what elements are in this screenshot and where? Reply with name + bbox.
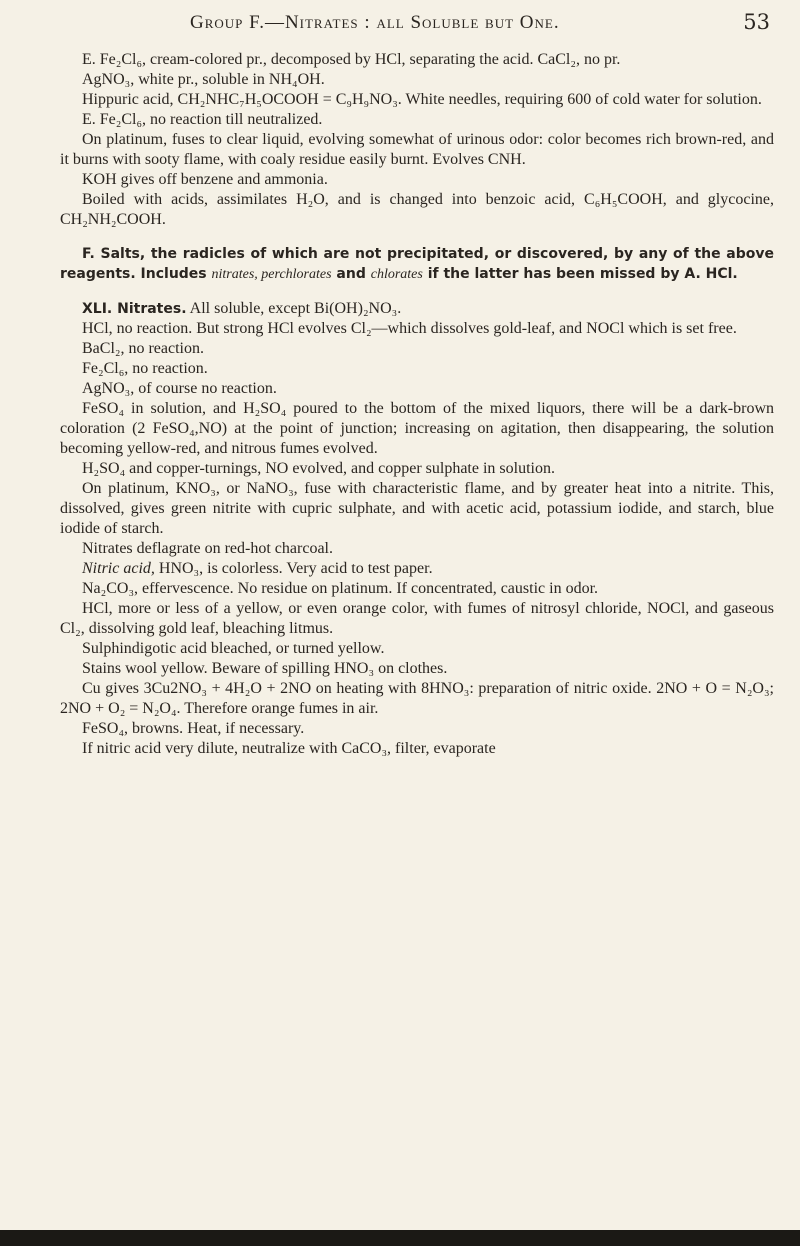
nitric-acid-label: Nitric acid, — [82, 560, 155, 577]
group-f-and: and — [336, 266, 366, 282]
header-title: Group F.—Nitrates : all Soluble but One. — [190, 12, 560, 33]
group-f-label: F. — [82, 246, 95, 262]
text-line: E. Fe₂Cl₆, no reaction till neutralized. — [82, 111, 323, 128]
section-xli-intro: All soluble, except Bi(OH)₂NO₃. — [189, 300, 402, 317]
group-f-italic-1: nitrates, perchlorates — [211, 267, 332, 282]
group-f-tail: if the latter has been missed by A. HCl. — [427, 266, 738, 282]
section-xli-label: XLI. Nitrates. — [82, 301, 187, 317]
text-line: H₂SO₄ and copper-turnings, NO evolved, and copper sulphate in solution. — [82, 460, 555, 477]
section-xli-heading — [60, 299, 774, 319]
text-line: Hippuric acid, CH₂NHC₇H₅OCOOH = C₉H₉NO₃. White needles, requiring 600 of cold water for solution. — [82, 91, 762, 108]
text-line: E. Fe₂Cl₆, cream-colored pr., decomposed by HCl, separating the acid. CaCl₂, no pr. — [82, 51, 621, 68]
nitric-acid-text: HNO₃, is colorless. Very acid to test paper. — [158, 560, 433, 577]
running-header — [60, 10, 770, 40]
text-line: Boiled with acids, assimilates H₂O, and is changed into benzoic acid, C₆H₅COOH, and glycocine, CH₂NH₂COOH. — [60, 191, 774, 228]
nitric-acid-line — [60, 559, 774, 579]
text-line: On platinum, KNO₃, or NaNO₃, fuse with characteristic flame, and by greater heat into a nitrite. This, dissolved, gives green nitrite with cupric sulphate, and with acetic acid, potassium iodide, and starch, blue iodide of starch. — [60, 480, 774, 537]
text-line: Stains wool yellow. Beware of spilling HNO₃ on clothes. — [82, 660, 448, 677]
text-line: Sulphindigotic acid bleached, or turned yellow. — [82, 640, 385, 657]
text-line: Nitrates deflagrate on red-hot charcoal. — [82, 540, 333, 557]
text-line: On platinum, fuses to clear liquid, evolving somewhat of urinous odor: color becomes rich brown-red, and it burns with sooty flame, with coaly residue easily burnt. Evolves CNH. — [60, 131, 774, 168]
text-line: AgNO₃, of course no reaction. — [82, 380, 277, 397]
text-line: If nitric acid very dilute, neutralize with CaCO₃, filter, evaporate — [82, 740, 496, 757]
group-f-text: Salts, the radicles of which are not precipitated, or discovered, by any of the above reagents. Includes — [60, 246, 774, 282]
text-line: KOH gives off benzene and ammonia. — [82, 171, 328, 188]
page-number: 53 — [743, 10, 770, 34]
group-f-paragraph — [60, 244, 774, 285]
text-line: AgNO₃, white pr., soluble in NH₄OH. — [82, 71, 325, 88]
text-line: BaCl₂, no reaction. — [82, 340, 204, 357]
text-line: Cu gives 3Cu2NO₃ + 4H₂O + 2NO on heating with 8HNO₃: preparation of nitric oxide. 2NO + O = N₂O₃; 2NO + O₂ = N₂O₄. Therefore orange fumes in air. — [60, 680, 774, 717]
text-line: Na₂CO₃, effervescence. No residue on platinum. If concentrated, caustic in odor. — [82, 580, 599, 597]
page-body — [60, 50, 774, 759]
page-bottom-edge — [0, 1230, 800, 1246]
text-line: FeSO₄ in solution, and H₂SO₄ poured to the bottom of the mixed liquors, there will be a dark-brown coloration (2 FeSO₄,NO) at the point of junction; increasing on agitation, then disappearing, the solution becoming yellow-red, and nitrous fumes evolved. — [60, 400, 774, 457]
text-line: Fe₂Cl₆, no reaction. — [82, 360, 208, 377]
text-line: HCl, more or less of a yellow, or even orange color, with fumes of nitrosyl chloride, NOCl, and gaseous Cl₂, dissolving gold leaf, bleaching litmus. — [60, 600, 774, 637]
group-f-italic-2: chlorates — [370, 267, 423, 282]
text-line: FeSO₄, browns. Heat, if necessary. — [82, 720, 305, 737]
text-line: HCl, no reaction. But strong HCl evolves Cl₂—which dissolves gold-leaf, and NOCl which is set free. — [82, 320, 737, 337]
